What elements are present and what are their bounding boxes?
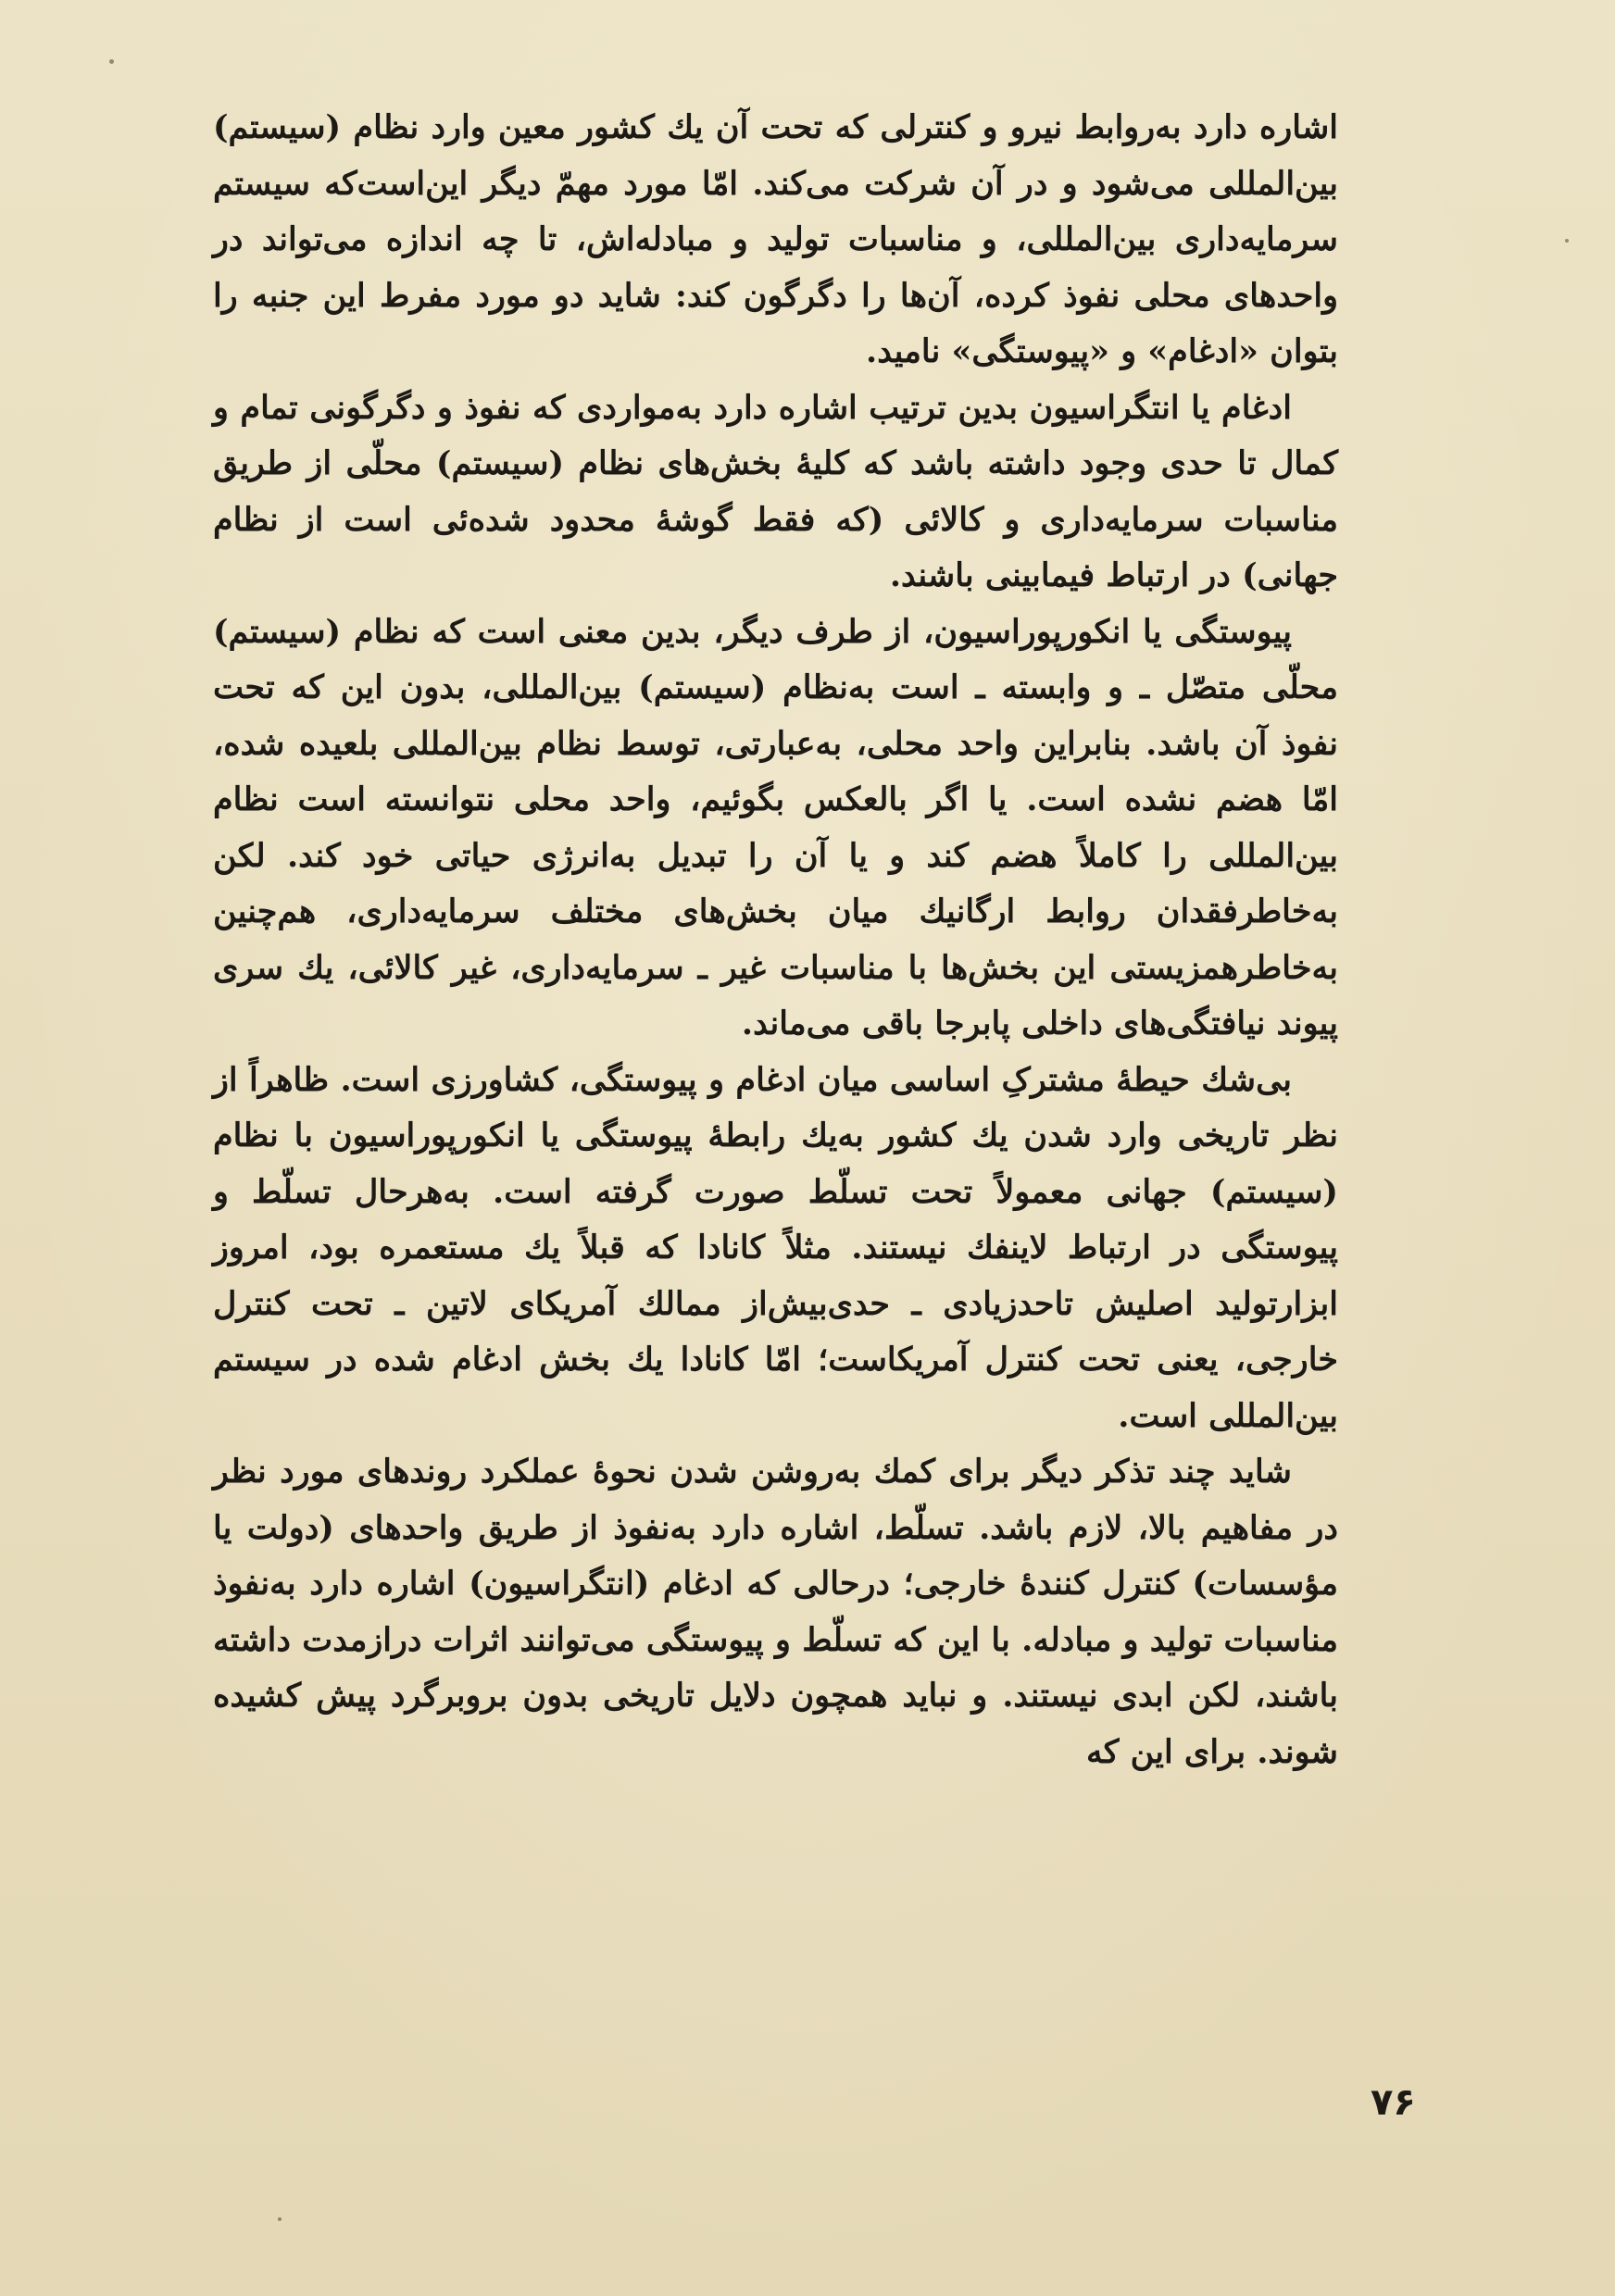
paragraph-4: بی‌شك حیطهٔ مشترکِ اساسی میان ادغام و پیوستگی، کشاورزی است. ظاهراً از نظر تاریخی وارد شدن یك کشور به‌یك رابطهٔ پیوستگی یا انکورپوراسیون با نظام (سیستم) جهانی معمولاً تحت تسلّط صورت گرفته است. به‌هرحال تسلّط و پیوستگی در ارتباط لاینفك نیستند. مثلاً کانادا که قبلاً یك مستعمره بود، امروز ابزارتولید اصلیش تاحدزیادی ـ حدی‌بیش‌از ممالك آمریکای لاتین ـ تحت کنترل خارجی، یعنی تحت کنترل آمریکاست؛ امّا کانادا یك بخش ادغام شده در سیستم بین‌المللی است.	[213, 1060, 1338, 1435]
print-speck	[109, 59, 114, 64]
paragraph-3: پیوستگی یا انکورپوراسیون، از طرف دیگر، بدین معنی است که نظام (سیستم) محلّی متصّل ـ و وابسته ـ است به‌نظام (سیستم) بین‌المللی، بدون این که تحت نفوذ آن باشد. بنابراین واحد محلی، به‌عبارتی، توسط نظام بین‌المللی بلعیده شده، امّا هضم نشده است. یا اگر بالعکس بگوئیم، واحد محلی نتوانسته است نظام بین‌المللی را کاملاً هضم کند و یا آن را تبدیل به‌انرژی حیاتی خود کند. لکن به‌خاطرفقدان روابط ارگانیك میان بخش‌های مختلف سرمایه‌داری، هم‌چنین به‌خاطرهمزیستی این بخش‌ها با مناسبات غیر ـ سرمایه‌داری، غیر کالائی، یك سری پیوند نیافتگی‌های داخلی پابرجا باقی می‌ماند.	[213, 612, 1338, 1042]
print-speck	[278, 2217, 282, 2221]
paragraph-1: اشاره دارد به‌روابط نیرو و کنترلی که تحت آن یك کشور معین وارد نظام (سیستم) بین‌المللی می‌شود و در آن شرکت می‌کند. امّا مورد مهمّ دیگر این‌است‌که سیستم سرمایه‌داری بین‌المللی، و مناسبات تولید و مبادله‌اش، تا چه اندازه می‌تواند در واحدهای محلی نفوذ کرده، آن‌ها را دگرگون کند: شاید دو مورد مفرط این جنبه را بتوان «ادغام» و «پیوستگی» نامید.	[213, 108, 1338, 370]
page-number: ۷۶	[1371, 2081, 1416, 2124]
print-speck	[1565, 239, 1569, 243]
paragraph-5: شاید چند تذکر دیگر برای کمك به‌روشن شدن نحوهٔ عملکرد روندهای مورد نظر در مفاهیم بالا، لازم باشد. تسلّط، اشاره دارد به‌نفوذ از طریق واحدهای (دولت یا مؤسسات) کنترل کنندهٔ خارجی؛ درحالی که ادغام (انتگراسیون) اشاره دارد به‌نفوذ مناسبات تولید و مبادله. با این که تسلّط و پیوستگی می‌توانند اثرات درازمدت داشته باشند، لکن ابدی نیستند. و نباید همچون دلایل تاریخی بدون بروبرگرد پیش کشیده شوند. برای این که	[213, 1453, 1338, 1771]
paragraph-2: ادغام یا انتگراسیون بدین ترتیب اشاره دارد به‌مواردی که نفوذ و دگرگونی تمام و کمال تا حدی وجود داشته باشد که کلیهٔ بخش‌های نظام (سیستم) محلّی از طریق مناسبات سرمایه‌داری و کالائی (که فقط گوشهٔ محدود شده‌ئی است از نظام جهانی) در ارتباط فیمابینی باشند.	[213, 388, 1338, 594]
body-text	[213, 100, 1338, 1780]
